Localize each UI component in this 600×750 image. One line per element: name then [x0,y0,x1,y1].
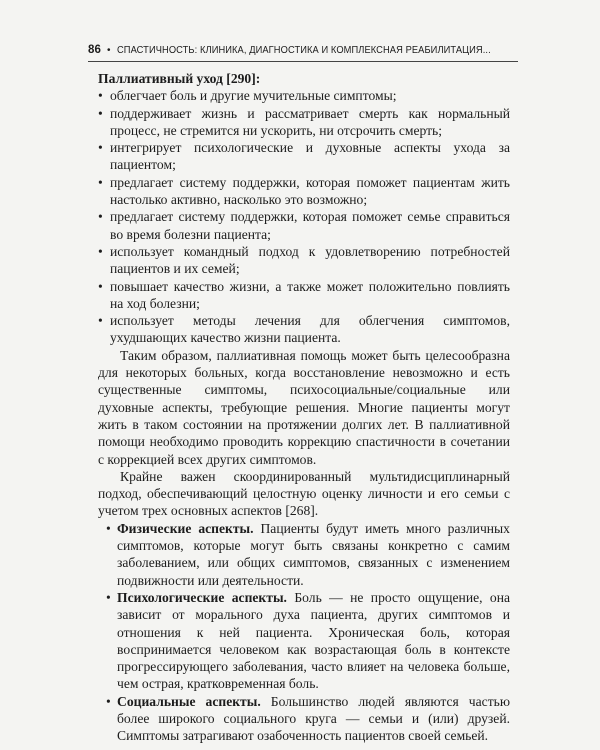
list-item [98,693,510,745]
list-item [98,589,510,693]
paragraph: Крайне важен скоординированный мультидисциплинарный подход, обеспечивающий целостную оценку личности и его семьи с учетом трех основных аспектов [268]. [98,468,510,519]
aspect-label: Физические аспекты. [117,520,254,536]
aspect-text: Боль — не просто ощущение, она зависит от морального духа пациента, других симптомов и отношения к ней пациента. Хроническая боль, которая воспринимается человеком как возрастающая боль в контексте прогрессирующего заболевания, часто влияет на человека больше, чем острая, кратковременная боль. [117,589,511,692]
list-item: • повышает качество жизни, а также может положительно повлиять на ход болезни; [98,278,510,313]
aspect-label: Психологические аспекты. [117,589,287,605]
palliative-care-list [98,87,510,346]
aspect-text: Большинство людей являются частью более широкого социального круга — семьи и (или) друзей. Симптомы затрагивают озабоченность пациентов своей семьей. [117,693,510,744]
header-separator: • [107,45,111,56]
running-header [88,44,518,56]
list-item: • использует методы лечения для облегчения симптомов, ухудшающих качество жизни пациента. [98,312,510,347]
aspects-list [98,520,510,745]
list-item: • использует командный подход к удовлетворению потребностей пациентов и их семей; [98,243,510,278]
header-rule [88,61,518,62]
list-item: • поддерживает жизнь и рассматривает смерть как нормальный процесс, не стремится ни ускорить, ни отсрочить смерть; [98,105,510,140]
page-body [98,70,510,745]
page-number: 86 [88,44,101,56]
aspect-text: Пациенты будут иметь много различных симптомов, которые могут быть связаны конкретно с самим заболеванием, или общих симптомов, связанных с изменением подвижности или деятельности. [117,520,510,588]
list-item: • предлагает систему поддержки, которая поможет пациентам жить настолько активно, насколько это возможно; [98,174,510,209]
list-item: • облегчает боль и другие мучительные симптомы; [98,87,510,104]
section-heading: Паллиативный уход [290]: [98,71,261,86]
list-item [98,520,510,589]
running-title: СПАСТИЧНОСТЬ: КЛИНИКА, ДИАГНОСТИКА И КОМПЛЕКСНАЯ РЕАБИЛИТАЦИЯ... [116,45,491,56]
aspect-label: Социальные аспекты. [117,693,261,709]
list-item: • предлагает систему поддержки, которая поможет семье справиться во время болезни пациента; [98,208,510,243]
list-item: • интегрирует психологические и духовные аспекты ухода за пациентом; [98,139,510,174]
paragraph: Таким образом, паллиативная помощь может быть целесообразна для некоторых больных, когда восстановление невозможно и есть существенные симптомы, психосоциальные/социальные или духовные аспекты, требующие решения. Многие пациенты могут жить в таком состоянии на протяжении долгих лет. В паллиативной помощи необходимо проводить коррекцию спастичности в сочетании с коррекцией всех других симптомов. [98,347,510,467]
